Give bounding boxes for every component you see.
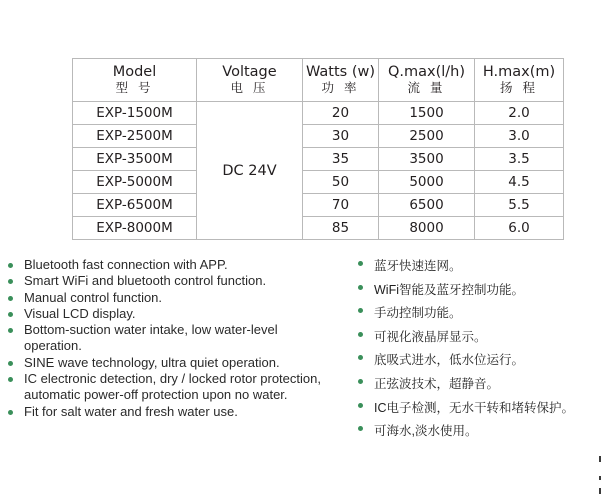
bullet-icon (8, 328, 13, 333)
feature-item (358, 257, 598, 281)
watts-cell: 35 (303, 148, 379, 171)
feature-text: IC electronic detection, dry / locked rotor protection, automatic power-off protection upon no water. (24, 371, 321, 403)
bullet-icon (358, 355, 363, 360)
model-cell: EXP-5000M (73, 171, 197, 194)
flow-cell: 3500 (379, 148, 475, 171)
voltage-cell: DC 24V (197, 102, 303, 240)
bullet-icon (358, 426, 363, 431)
feature-text: WiFi智能及蓝牙控制功能。 (374, 282, 524, 297)
table-row (73, 125, 564, 148)
watts-cell: 70 (303, 194, 379, 217)
model-cell: EXP-3500M (73, 148, 197, 171)
watts-cell: 30 (303, 125, 379, 148)
bullet-icon (8, 279, 13, 284)
table-row (73, 102, 564, 125)
head-cell: 3.5 (475, 148, 564, 171)
features-list-en (8, 257, 338, 420)
bullet-icon (8, 263, 13, 268)
feature-text: 正弦波技术，超静音。 (374, 376, 500, 391)
feature-item (358, 281, 598, 305)
watts-cell: 85 (303, 217, 379, 240)
bullet-icon (8, 296, 13, 301)
feature-text: IC电子检测，无水干转和堵转保护。 (374, 400, 575, 415)
header-watts: Watts (w) 功 率 (303, 59, 379, 102)
watts-cell: 50 (303, 171, 379, 194)
watts-cell: 20 (303, 102, 379, 125)
features-list-zh (358, 257, 598, 446)
feature-text: Visual LCD display. (24, 305, 136, 321)
feature-text: Fit for salt water and fresh water use. (24, 403, 238, 419)
feature-item (358, 375, 598, 399)
model-cell: EXP-1500M (73, 102, 197, 125)
bullet-icon (358, 332, 363, 337)
table-header-row (73, 59, 564, 102)
feature-item (8, 257, 338, 273)
feature-text: 可视化液晶屏显示。 (374, 329, 487, 344)
model-cell: EXP-6500M (73, 194, 197, 217)
table-row (73, 217, 564, 240)
feature-item (358, 328, 598, 352)
feature-text: SINE wave technology, ultra quiet operation. (24, 354, 280, 370)
feature-text: Bluetooth fast connection with APP. (24, 257, 228, 272)
bullet-icon (358, 403, 363, 408)
feature-item (358, 351, 598, 375)
bullet-icon (8, 361, 13, 366)
bullet-icon (8, 377, 13, 382)
head-cell: 3.0 (475, 125, 564, 148)
header-flow: Q.max(l/h) 流 量 (379, 59, 475, 102)
feature-item (8, 371, 338, 404)
header-voltage: Voltage 电 压 (197, 59, 303, 102)
table-row (73, 148, 564, 171)
feature-item (358, 399, 598, 423)
flow-cell: 2500 (379, 125, 475, 148)
table-row (73, 171, 564, 194)
feature-text: Manual control function. (24, 289, 163, 305)
header-head: H.max(m) 扬 程 (475, 59, 564, 102)
feature-text: 底吸式进水，低水位运行。 (374, 353, 525, 368)
feature-item (8, 273, 338, 289)
bullet-icon (358, 261, 363, 266)
head-cell: 5.5 (475, 194, 564, 217)
feature-item (358, 304, 598, 328)
flow-cell: 8000 (379, 217, 475, 240)
feature-item (8, 355, 338, 371)
feature-text: Smart WiFi and bluetooth control function. (24, 273, 267, 289)
head-cell: 4.5 (475, 171, 564, 194)
spec-table (72, 58, 564, 240)
feature-item (8, 404, 338, 420)
flow-cell: 6500 (379, 194, 475, 217)
flow-cell: 5000 (379, 171, 475, 194)
feature-item (8, 290, 338, 306)
feature-item (8, 322, 338, 355)
bullet-icon (8, 312, 13, 317)
bullet-icon (358, 379, 363, 384)
model-cell: EXP-8000M (73, 217, 197, 240)
feature-text: 蓝牙快速连网。 (374, 259, 462, 273)
feature-text: 手动控制功能。 (374, 306, 462, 321)
feature-item (8, 306, 338, 322)
feature-text: 可海水,淡水使用。 (374, 424, 478, 439)
table-row (73, 194, 564, 217)
feature-text: Bottom-suction water intake, low water-level operation. (24, 322, 278, 354)
header-model: Model 型 号 (73, 59, 197, 102)
flow-cell: 1500 (379, 102, 475, 125)
feature-item (358, 422, 598, 446)
head-cell: 6.0 (475, 217, 564, 240)
bullet-icon (358, 285, 363, 290)
head-cell: 2.0 (475, 102, 564, 125)
bullet-icon (8, 410, 13, 415)
bullet-icon (358, 308, 363, 313)
model-cell: EXP-2500M (73, 125, 197, 148)
